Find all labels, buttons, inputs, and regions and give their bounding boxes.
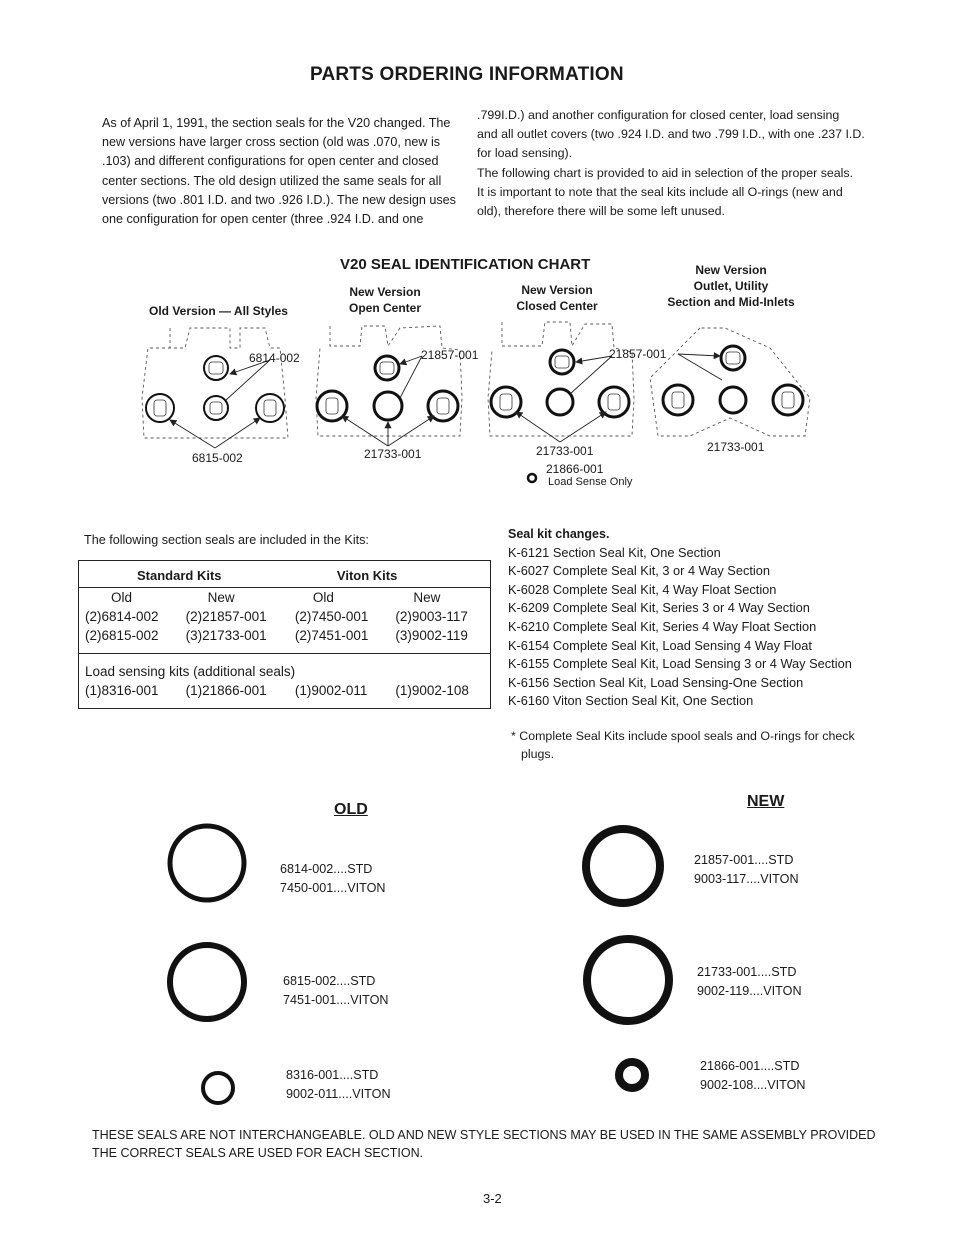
std-part-number: 6815-002....STD <box>283 974 376 988</box>
col-new: New <box>207 590 235 605</box>
viton-part-number: 9003-117....VITON <box>694 872 799 886</box>
old-seal-ring-2 <box>170 945 244 1019</box>
text-line: .103) and different configurations for open center and closed <box>102 154 439 169</box>
old-seal-2-parts <box>283 972 388 1010</box>
std-part-number: 8316-001....STD <box>286 1068 379 1082</box>
table-cell: (1)8316-001 <box>85 683 159 698</box>
kits-table-header <box>79 561 491 588</box>
footer-line: THE CORRECT SEALS ARE USED FOR EACH SECTION. <box>92 1146 424 1160</box>
footer-line: THESE SEALS ARE NOT INTERCHANGEABLE. OLD AND NEW STYLE SECTIONS MAY BE USED IN THE SAME ASSEMBLY PROVIDED <box>92 1128 876 1142</box>
heading-line: Closed Center <box>516 299 598 313</box>
outlet-heading <box>660 262 802 310</box>
seal-kit-note <box>511 727 855 763</box>
intro-right-paragraph <box>477 106 865 221</box>
page-title: PARTS ORDERING INFORMATION <box>310 64 624 85</box>
seal-ring-old-left <box>146 394 174 422</box>
col-new-viton: New <box>413 590 441 605</box>
std-part-number: 6814-002....STD <box>280 862 373 876</box>
old-seal-3-parts <box>286 1066 391 1104</box>
std-part-number: 21857-001....STD <box>694 853 794 867</box>
list-item: K-6155 Complete Seal Kit, Load Sensing 3 or 4 Way Section <box>508 656 852 672</box>
seal-ring-old-right <box>256 394 284 422</box>
table-cell: (2)6815-002 <box>85 628 159 643</box>
kits-intro-text: The following section seals are included in the Kits: <box>84 533 369 547</box>
label-closed-bottom: 21733-001 <box>536 444 594 458</box>
old-version-heading: Old Version — All Styles <box>149 304 288 318</box>
table-cell: (3)21733-001 <box>185 628 267 643</box>
table-cell: (2)9003-117 <box>395 609 468 624</box>
heading-line: Open Center <box>348 301 421 315</box>
seal-ring-outlet-left <box>663 385 693 415</box>
heading-line: Section and Mid-Inlets <box>667 295 795 309</box>
seal-ring-outlet-right <box>773 385 803 415</box>
note-line: plugs. <box>521 747 555 761</box>
list-item: K-6028 Complete Seal Kit, 4 Way Float Section <box>508 581 777 597</box>
load-sense-seal-icon <box>528 474 536 482</box>
text-line: for load sensing). <box>477 146 573 161</box>
seal-ring-outlet-mid <box>720 387 746 413</box>
note-line: * Complete Seal Kits include spool seals and O-rings for check <box>511 729 855 743</box>
table-row <box>79 681 491 709</box>
new-seal-2-parts <box>697 963 802 1001</box>
viton-part-number: 9002-108....VITON <box>700 1078 806 1092</box>
text-line: It is important to note that the seal kits include all O-rings (new and <box>477 184 843 199</box>
new-seal-ring-3 <box>619 1062 645 1088</box>
label-old-top: 6814-002 <box>249 351 300 365</box>
new-seal-ring-2 <box>587 939 669 1021</box>
table-row <box>79 607 491 626</box>
seal-ring-closed-mid <box>547 389 573 415</box>
seal-kit-changes-heading: Seal kit changes. <box>508 527 610 541</box>
col-old: Old <box>111 590 133 605</box>
closed-center-heading <box>507 282 607 314</box>
label-closed-top: 21857-001 <box>609 347 667 361</box>
new-section-heading: NEW <box>747 793 785 810</box>
label-load-sense-part: 21866-001 <box>546 462 604 476</box>
table-cell: (1)9002-108 <box>395 683 469 698</box>
new-seal-3-parts <box>700 1057 805 1095</box>
seal-ring-old-top <box>204 356 228 380</box>
open-center-heading <box>335 284 435 316</box>
std-part-number: 21866-001....STD <box>700 1059 800 1073</box>
old-seal-1-parts <box>280 860 385 898</box>
list-item: K-6160 Viton Section Seal Kit, One Section <box>508 693 754 709</box>
viton-part-number: 9002-119....VITON <box>697 984 802 998</box>
new-seal-1-parts <box>694 851 799 889</box>
load-sensing-label-row <box>79 654 491 682</box>
old-seal-ring-1 <box>170 826 244 900</box>
viton-kits-header: Viton Kits <box>289 561 491 588</box>
viton-part-number: 7450-001....VITON <box>280 881 386 895</box>
viton-part-number: 7451-001....VITON <box>283 993 389 1007</box>
table-cell: (2)7451-001 <box>294 628 369 643</box>
seal-ring-open-mid <box>374 392 402 420</box>
list-item: K-6209 Complete Seal Kit, Series 3 or 4 Way Section <box>508 600 810 616</box>
table-cell: (3)9002-119 <box>395 628 468 643</box>
table-cell: (2)6814-002 <box>85 609 159 624</box>
seal-ring-old-mid <box>204 396 228 420</box>
chart-title: V20 SEAL IDENTIFICATION CHART <box>340 256 591 273</box>
viton-part-number: 9002-011....VITON <box>286 1087 391 1101</box>
text-line: center sections. The old design utilized the same seals for all <box>102 173 442 188</box>
standard-kits-header: Standard Kits <box>79 561 289 588</box>
load-sensing-label: Load sensing kits (additional seals) <box>79 654 491 682</box>
heading-line: Outlet, Utility <box>693 279 769 293</box>
seal-ring-closed-top <box>550 350 574 374</box>
seal-ring-outlet-top <box>721 346 745 370</box>
kits-table <box>78 560 491 709</box>
text-line: As of April 1, 1991, the section seals for the V20 changed. The <box>102 116 451 130</box>
text-line: and all outlet covers (two .924 I.D. and two .799 I.D., with one .237 I.D. <box>477 127 865 142</box>
table-cell: (2)7450-001 <box>294 609 369 624</box>
heading-line: New Version <box>521 283 593 297</box>
label-open-bottom: 21733-001 <box>364 447 422 461</box>
table-cell: (2)21857-001 <box>185 609 267 624</box>
list-item: K-6154 Complete Seal Kit, Load Sensing 4 Way Float <box>508 637 812 653</box>
kits-subheader-row <box>79 588 491 608</box>
seal-kit-changes <box>508 525 852 711</box>
label-old-bottom: 6815-002 <box>192 451 243 465</box>
seal-rings-graphic <box>150 815 710 1115</box>
text-line: .799I.D.) and another configuration for closed center, load sensing <box>477 108 840 122</box>
seal-ring-closed-right <box>599 387 629 417</box>
text-line: versions (two .801 I.D. and two .926 I.D.). The new design uses <box>102 192 456 207</box>
table-row <box>79 626 491 654</box>
label-open-top: 21857-001 <box>421 348 479 362</box>
text-line: new versions have larger cross section (old was .070, new is <box>102 135 441 150</box>
list-item: K-6027 Complete Seal Kit, 3 or 4 Way Section <box>508 563 770 579</box>
new-seal-ring-1 <box>586 829 660 903</box>
table-cell: (1)21866-001 <box>185 683 267 698</box>
list-item: K-6210 Complete Seal Kit, Series 4 Way Float Section <box>508 618 817 634</box>
col-old-viton: Old <box>312 590 334 605</box>
text-line: one configuration for open center (three .924 I.D. and one <box>102 212 424 227</box>
table-cell: (1)9002-011 <box>294 683 368 698</box>
intro-left-paragraph <box>102 114 456 229</box>
page-number: 3-2 <box>483 1191 502 1206</box>
old-section-heading: OLD <box>334 801 368 818</box>
label-outlet-bottom: 21733-001 <box>707 440 765 454</box>
text-line: old), therefore there will be some left unused. <box>477 204 725 219</box>
heading-line: New Version <box>349 285 421 299</box>
std-part-number: 21733-001....STD <box>697 965 797 979</box>
list-item: K-6121 Section Seal Kit, One Section <box>508 544 721 560</box>
heading-line: New Version <box>695 263 767 277</box>
footer-note <box>92 1126 876 1162</box>
label-load-sense-note: Load Sense Only <box>548 476 633 488</box>
seal-ring-open-top <box>375 356 399 380</box>
text-line: The following chart is provided to aid in selection of the proper seals. <box>477 165 854 180</box>
list-item: K-6156 Section Seal Kit, Load Sensing-One Section <box>508 674 804 690</box>
old-seal-ring-3 <box>203 1073 233 1103</box>
